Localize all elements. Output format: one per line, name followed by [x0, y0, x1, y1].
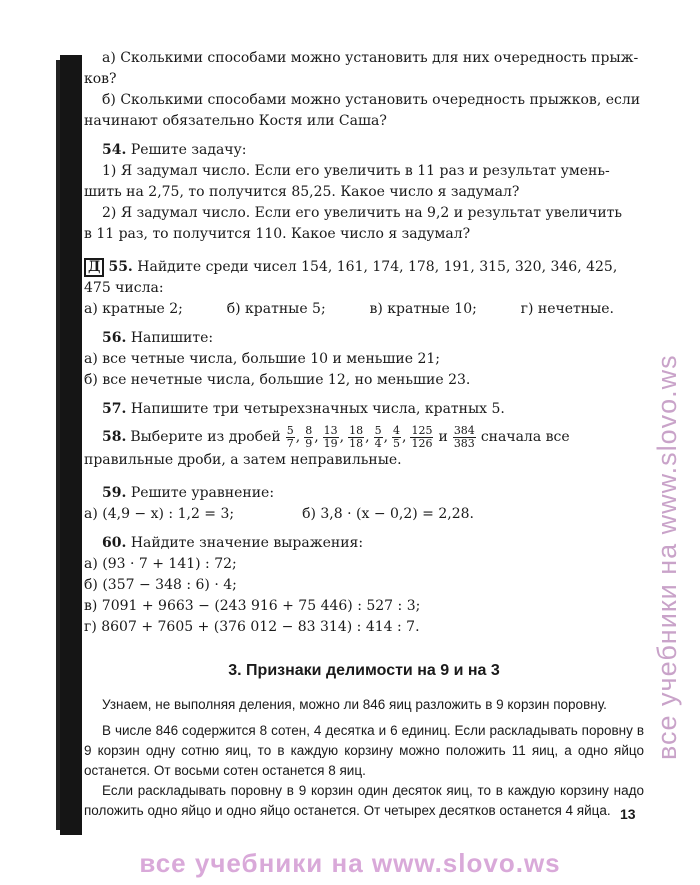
comma: ,: [402, 429, 407, 445]
fraction: $\frac{18}{18}$: [349, 423, 364, 450]
task-54-part1-cont: шить на 2,75, то получится 85,25. Какое число я задумал?: [84, 184, 520, 200]
task-number: 55.: [108, 259, 133, 275]
task-number: 54.: [102, 142, 127, 158]
comma: ,: [383, 429, 389, 445]
comma: ,: [314, 429, 319, 445]
task-number: 60.: [102, 535, 127, 551]
comma: ,: [339, 429, 345, 445]
fraction: $\frac{5}{7}$: [286, 423, 294, 450]
task-57: 57. Напишите три четырехзначных числа, кратных 5.: [102, 401, 505, 417]
watermark-vertical: все учебники на www.slovo.ws: [652, 354, 682, 760]
task-54-heading: 54. Решите задачу:: [102, 142, 247, 158]
fraction: $\frac{384}{383}$: [453, 423, 475, 450]
comma: ,: [295, 429, 301, 445]
task-56-a: а) все четные числа, большие 10 и меньшие 21;: [84, 351, 441, 367]
expression-b: б) (357 − 348 : 6) · 4;: [84, 577, 237, 593]
option-c: в) кратные 10;: [369, 301, 477, 317]
expression-a: а) (93 · 7 + 141) : 72;: [84, 556, 237, 572]
task-59-heading: 59. Решите уравнение:: [102, 485, 275, 501]
task-54-part2-cont: в 11 раз, то получится 110. Какое число я задумал?: [84, 226, 471, 242]
task-number: 57.: [102, 401, 127, 417]
fraction: $\frac{5}{4}$: [374, 423, 382, 450]
fraction: $\frac{4}{5}$: [393, 423, 401, 450]
task-58-text-end: сначала все: [480, 429, 570, 445]
fraction: $\frac{13}{19}$: [323, 423, 338, 450]
section-paragraph-3: Если раскладывать поровну в 9 корзин один десяток яиц, то в каждую корзину надо положить одно яйцо и одно яйцо останется. От четырех десятков останется 4 яйца.: [84, 783, 644, 818]
option-a: а) кратные 2;: [84, 301, 183, 317]
task-55-heading-cont: 475 числа:: [84, 280, 164, 296]
expression-c: в) 7091 + 9663 − (243 916 + 75 446) : 527 : 3;: [84, 598, 421, 614]
option-b: б) кратные 5;: [226, 301, 326, 317]
task-number: 56.: [102, 330, 127, 346]
task-55-options: [84, 299, 644, 320]
question-a-cont: ков?: [84, 71, 117, 87]
task-54-part2: 2) Я задумал число. Если его увеличить на 9,2 и результат увеличить: [102, 205, 623, 221]
equation-a: а) (4,9 − x) : 1,2 = 3;: [84, 506, 235, 522]
fraction-list: [285, 420, 435, 454]
section-title: 3. Признаки делимости на 9 и на 3: [228, 662, 500, 679]
homework-badge: Д: [84, 258, 104, 277]
conjunction: и: [438, 429, 448, 445]
equation-b: б) 3,8 · (x − 0,2) = 2,28.: [302, 506, 474, 522]
page-number: 13: [620, 806, 636, 822]
task-54-part1: 1) Я задумал число. Если его увеличить в 11 раз и результат умень-: [102, 163, 610, 179]
question-b-cont: начинают обязательно Костя или Саша?: [84, 113, 387, 129]
binding-shadow-edge: [60, 55, 82, 835]
comma: ,: [365, 429, 370, 445]
task-56-b: б) все нечетные числа, большие 12, но меньшие 23.: [84, 372, 471, 388]
task-58-text: Выберите из дробей: [130, 429, 281, 445]
task-number: 58.: [102, 429, 127, 445]
task-56-heading: 56. Напишите:: [102, 330, 214, 346]
task-number: 59.: [102, 485, 127, 501]
task-59-equations: [84, 504, 644, 525]
section-paragraph-2: В числе 846 содержится 8 сотен, 4 десятка и 6 единиц. Если раскладывать поровну в 9 корзин одну сотню яиц, то в каждую корзину можно положить 11 яиц, а одно яйцо останется. От восьми сотен останется 8 яиц.: [84, 723, 644, 778]
watermark-bottom: все учебники на www.slovo.ws: [139, 848, 561, 878]
fraction: $\frac{8}{9}$: [305, 423, 313, 450]
question-a: а) Сколькими способами можно установить для них очередность прыж-: [102, 50, 639, 66]
task-55-heading: Д 55. Найдите среди чисел 154, 161, 174, 178, 191, 315, 320, 346, 425,: [84, 257, 644, 278]
task-58: [84, 420, 644, 454]
fraction: $\frac{125}{126}$: [411, 423, 433, 450]
task-58-cont: правильные дроби, а затем неправильные.: [84, 452, 402, 468]
section-paragraph-1: Узнаем, не выполняя деления, можно ли 846 яиц разложить в 9 корзин поровну.: [102, 697, 607, 712]
expression-d: г) 8607 + 7605 + (376 012 − 83 314) : 414 : 7.: [84, 619, 420, 635]
task-60-heading: 60. Найдите значение выражения:: [102, 535, 364, 551]
page-content: [84, 48, 644, 821]
question-b: б) Сколькими способами можно установить очередность прыжков, если: [102, 92, 641, 108]
option-d: г) нечетные.: [520, 301, 614, 317]
